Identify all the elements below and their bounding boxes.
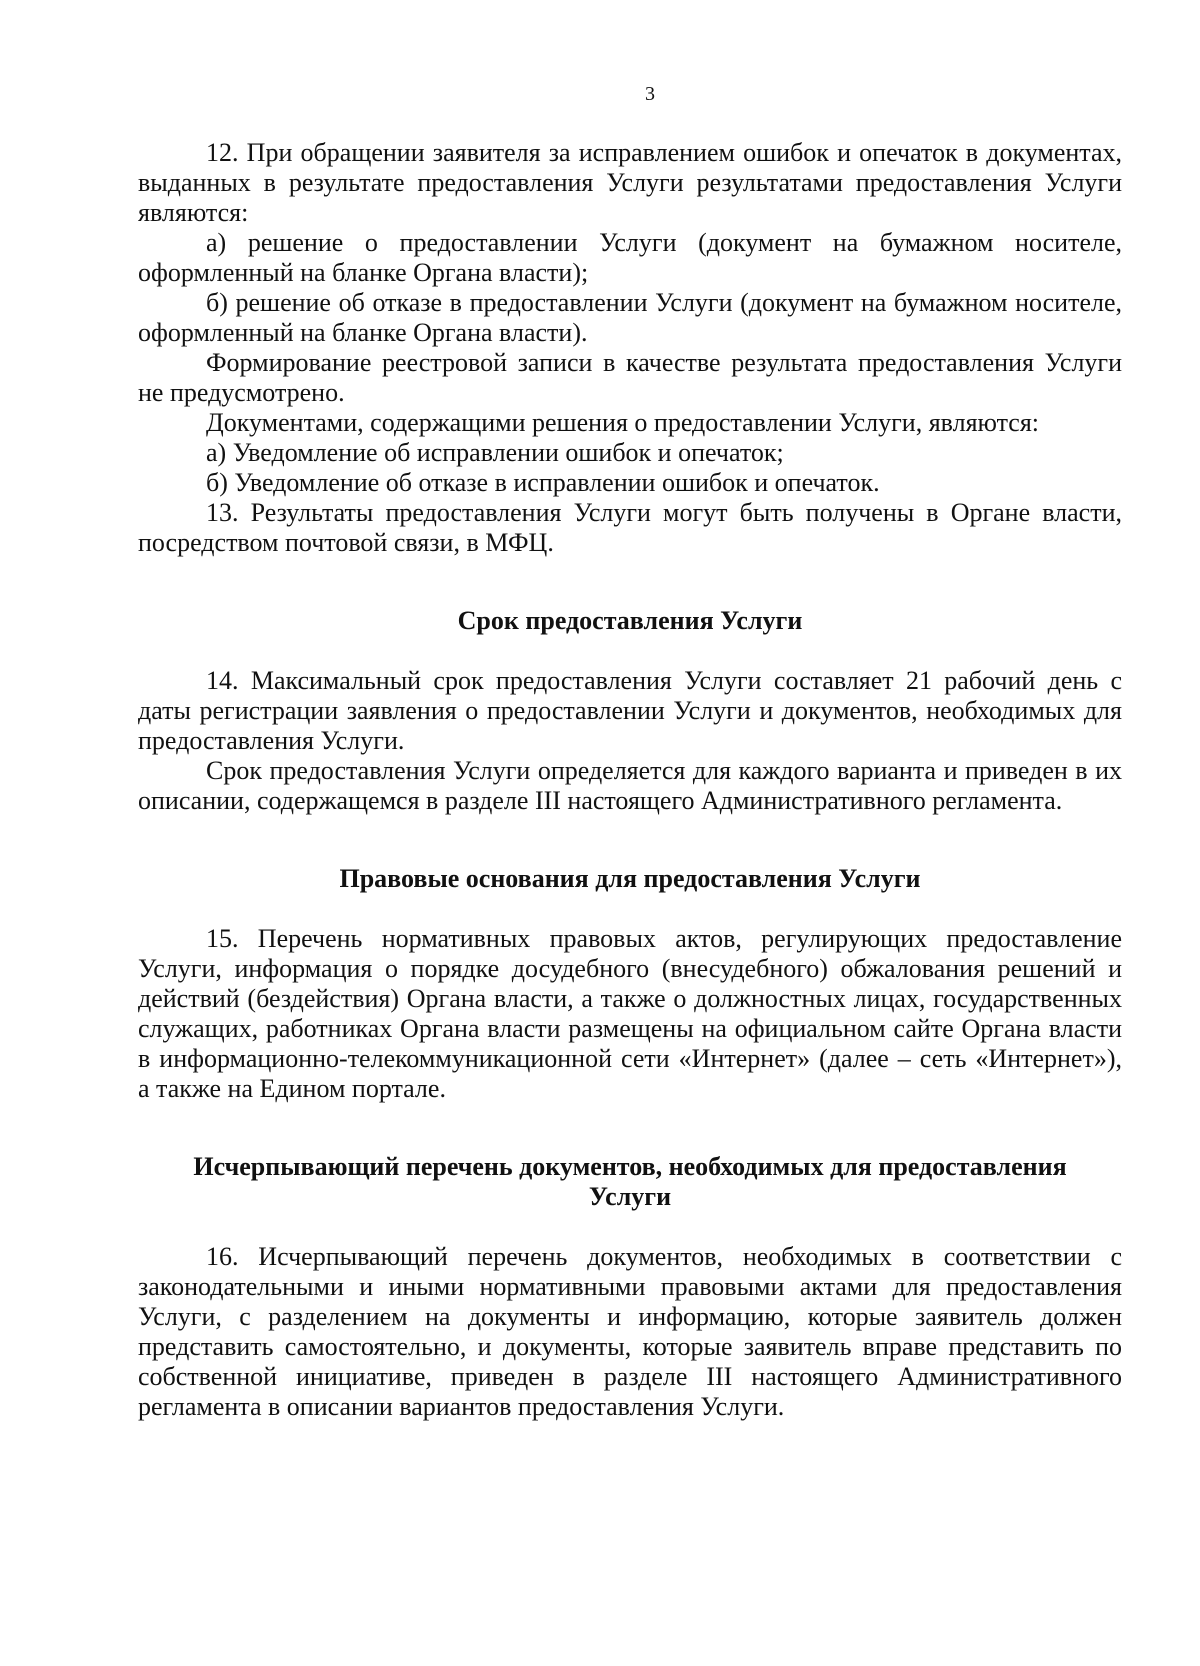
heading-documents-line2: Услуги: [588, 1182, 672, 1211]
paragraph-registry-record: Формирование реестровой записи в качестве результата предоставления Услуги не предусмотрено.: [138, 348, 1122, 407]
paragraph-12-a: а) решение о предоставлении Услуги (документ на бумажном носителе, оформленный на бланке Органа власти);: [138, 228, 1122, 287]
heading-legal-basis: Правовые основания для предоставления Услуги: [339, 864, 921, 893]
paragraph-14: 14. Максимальный срок предоставления Услуги составляет 21 рабочий день с даты регистрации заявления о предоставлении Услуги и документов, необходимых для предоставления Услуги.: [138, 666, 1122, 755]
paragraph-term-variant: Срок предоставления Услуги определяется для каждого варианта и приведен в их описании, содержащемся в разделе III настоящего Административного регламента.: [138, 756, 1122, 815]
paragraph-notice-refusal: б) Уведомление об отказе в исправлении ошибок и опечаток.: [206, 468, 880, 497]
page-number: 3: [645, 83, 655, 105]
heading-term: Срок предоставления Услуги: [457, 606, 803, 635]
paragraph-15: 15. Перечень нормативных правовых актов, регулирующих предоставление Услуги, информация о порядке досудебного (внесудебного) обжалования решений и действий (бездействия) Органа власти, а также о должностных лицах, государственных служащих, работниках Органа власти размещены на официальном сайте Органа власти в информационно-телекоммуникационной сети «Интернет» (далее – сеть «Интернет»), а также на Едином портале.: [138, 924, 1122, 1103]
paragraph-13: 13. Результаты предоставления Услуги могут быть получены в Органе власти, посредством почтовой связи, в МФЦ.: [138, 498, 1122, 557]
heading-documents-line1: Исчерпывающий перечень документов, необходимых для предоставления: [193, 1152, 1067, 1181]
paragraph-16: 16. Исчерпывающий перечень документов, необходимых в соответствии с законодательными и иными нормативными правовыми актами для предоставления Услуги, с разделением на документы и информацию, которые заявитель должен представить самостоятельно, и документы, которые заявитель вправе представить по собственной инициативе, приведен в разделе III настоящего Административного регламента в описании вариантов предоставления Услуги.: [138, 1242, 1122, 1421]
paragraph-12-b: б) решение об отказе в предоставлении Услуги (документ на бумажном носителе, оформленный на бланке Органа власти).: [138, 288, 1122, 347]
results-block: [138, 138, 1122, 558]
paragraph-decision-documents: Документами, содержащими решения о предоставлении Услуги, являются:: [206, 408, 1040, 437]
paragraph-notice-correction: а) Уведомление об исправлении ошибок и опечаток;: [206, 438, 784, 467]
paragraph-12: 12. При обращении заявителя за исправлением ошибок и опечаток в документах, выданных в результате предоставления Услуги результатами предоставления Услуги являются:: [138, 138, 1122, 227]
